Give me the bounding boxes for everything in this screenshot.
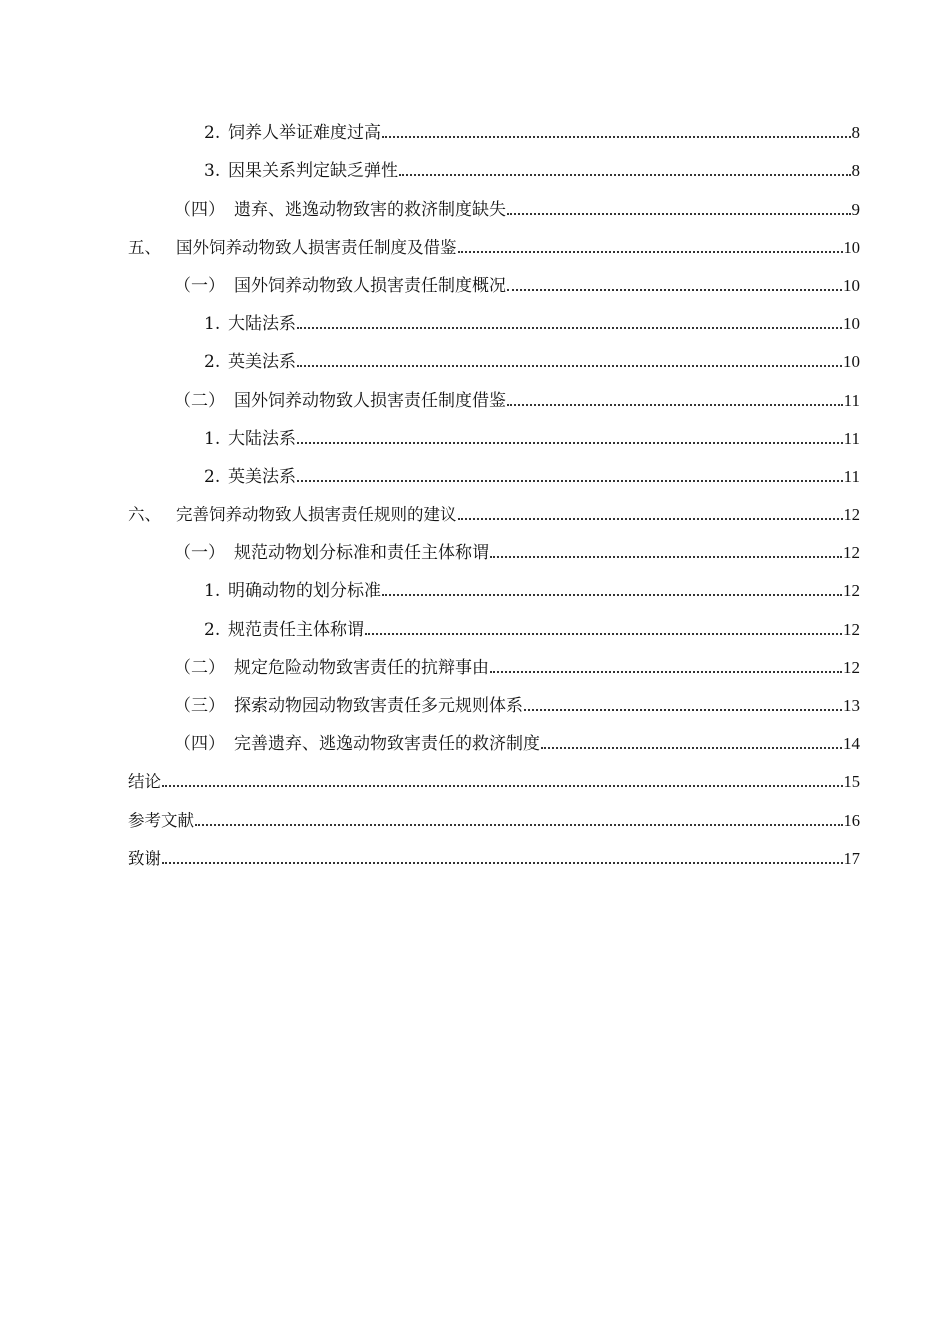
toc-entry-number: 2. bbox=[204, 352, 221, 373]
toc-entry-page-number: 12 bbox=[843, 581, 860, 601]
toc-entry-number: （四） bbox=[174, 199, 225, 220]
dot-leader bbox=[507, 404, 843, 406]
dot-leader bbox=[297, 442, 843, 444]
dot-leader bbox=[458, 518, 843, 520]
dot-leader bbox=[541, 747, 842, 749]
toc-entry[interactable] bbox=[128, 719, 860, 757]
dot-leader bbox=[297, 327, 842, 329]
toc-entry-title: 完善遗弃、逃逸动物致害责任的救济制度 bbox=[234, 734, 540, 755]
toc-entry-page-number: 10 bbox=[843, 275, 860, 295]
toc-entry-number: 1. bbox=[204, 428, 221, 449]
toc-entry-title: 英美法系 bbox=[228, 352, 296, 373]
toc-entry[interactable] bbox=[128, 337, 860, 375]
toc-entry-title: 遗弃、逃逸动物致害的救济制度缺失 bbox=[234, 199, 506, 220]
toc-entry[interactable] bbox=[128, 604, 860, 642]
toc-entry-page-number: 11 bbox=[843, 428, 860, 448]
toc-entry-page-number: 15 bbox=[843, 772, 860, 792]
toc-entry-page-number: 12 bbox=[843, 505, 860, 525]
toc-entry-page-number: 11 bbox=[843, 466, 860, 486]
toc-entry-title: 完善饲养动物致人损害责任规则的建议 bbox=[176, 505, 457, 525]
toc-entry-title: 结论 bbox=[128, 772, 161, 792]
toc-entry-number: （二） bbox=[174, 657, 225, 678]
toc-entry-title: 英美法系 bbox=[228, 466, 296, 487]
toc-entry[interactable] bbox=[128, 566, 860, 604]
toc-entry-title: 大陆法系 bbox=[228, 428, 296, 449]
toc-entry-number: 六、 bbox=[128, 505, 161, 525]
toc-entry-number: （三） bbox=[174, 696, 225, 716]
toc-entry-title: 国外饲养动物致人损害责任制度借鉴 bbox=[234, 390, 506, 411]
toc-entry-page-number: 17 bbox=[843, 848, 860, 868]
toc-entry[interactable] bbox=[128, 834, 860, 872]
toc-entry-page-number: 10 bbox=[843, 314, 860, 334]
dot-leader bbox=[382, 136, 851, 138]
toc-entry-title: 饲养人举证难度过高 bbox=[228, 123, 381, 144]
toc-entry-number: （四） bbox=[174, 734, 225, 755]
toc-entry[interactable] bbox=[128, 414, 860, 452]
toc-entry[interactable] bbox=[128, 184, 860, 222]
dot-leader bbox=[399, 174, 851, 176]
dot-leader bbox=[490, 671, 842, 673]
toc-entry[interactable] bbox=[128, 223, 860, 261]
toc-entry-page-number: 12 bbox=[843, 619, 860, 639]
toc-entry-number: 2. bbox=[204, 466, 221, 487]
toc-entry-title: 国外饲养动物致人损害责任制度概况 bbox=[234, 275, 506, 296]
toc-entry[interactable] bbox=[128, 795, 860, 833]
toc-entry[interactable] bbox=[128, 375, 860, 413]
toc-entry[interactable] bbox=[128, 299, 860, 337]
toc-entry-title: 规范动物划分标准和责任主体称谓 bbox=[234, 543, 489, 564]
toc-entry-page-number: 12 bbox=[843, 657, 860, 677]
toc-entry-number: （一） bbox=[174, 543, 225, 564]
toc-entry-number: 五、 bbox=[128, 237, 161, 257]
toc-entry-page-number: 8 bbox=[851, 161, 860, 181]
dot-leader bbox=[162, 785, 843, 787]
toc-entry-title: 参考文献 bbox=[128, 810, 194, 830]
toc-entry[interactable] bbox=[128, 490, 860, 528]
toc-entry-number: 1. bbox=[204, 581, 221, 602]
toc-entry-number: 2. bbox=[204, 123, 221, 144]
toc-entry-number: （二） bbox=[174, 390, 225, 411]
toc-entry-title: 致谢 bbox=[128, 848, 161, 868]
toc-entry[interactable] bbox=[128, 643, 860, 681]
toc-entry-title: 规定危险动物致害责任的抗辩事由 bbox=[234, 657, 489, 678]
toc-entry-title: 国外饲养动物致人损害责任制度及借鉴 bbox=[176, 237, 457, 257]
dot-leader bbox=[297, 480, 843, 482]
toc-entry-page-number: 11 bbox=[843, 390, 860, 410]
dot-leader bbox=[365, 633, 842, 635]
toc-entry[interactable] bbox=[128, 146, 860, 184]
toc-entry-title: 规范责任主体称谓 bbox=[228, 619, 364, 640]
toc-entry-page-number: 8 bbox=[851, 123, 860, 143]
toc-entry-number: 1. bbox=[204, 314, 221, 335]
toc-entry-number: 2. bbox=[204, 619, 221, 640]
toc-entry[interactable] bbox=[128, 528, 860, 566]
toc-entry[interactable] bbox=[128, 681, 860, 719]
dot-leader bbox=[524, 709, 842, 711]
dot-leader bbox=[458, 251, 843, 253]
toc-entry-page-number: 9 bbox=[851, 199, 860, 219]
toc-entry[interactable] bbox=[128, 108, 860, 146]
dot-leader bbox=[382, 594, 842, 596]
toc-entry-title: 因果关系判定缺乏弹性 bbox=[228, 161, 398, 182]
toc-entry-number: （一） bbox=[174, 275, 225, 296]
toc-entry-title: 明确动物的划分标准 bbox=[228, 581, 381, 602]
dot-leader bbox=[162, 862, 843, 864]
toc-entry[interactable] bbox=[128, 261, 860, 299]
dot-leader bbox=[490, 556, 842, 558]
toc-entry-number: 3. bbox=[204, 161, 221, 182]
dot-leader bbox=[507, 289, 842, 291]
toc-entry-title: 大陆法系 bbox=[228, 314, 296, 335]
toc-entry-page-number: 10 bbox=[843, 237, 860, 257]
toc-entry-page-number: 16 bbox=[843, 810, 860, 830]
dot-leader bbox=[195, 824, 843, 826]
toc-entry[interactable] bbox=[128, 757, 860, 795]
toc-entry[interactable] bbox=[128, 452, 860, 490]
toc-entry-page-number: 10 bbox=[843, 352, 860, 372]
dot-leader bbox=[297, 365, 842, 367]
toc-entry-page-number: 13 bbox=[843, 696, 860, 715]
toc-entry-page-number: 12 bbox=[843, 543, 860, 563]
toc-entry-page-number: 14 bbox=[843, 734, 860, 754]
table-of-contents bbox=[128, 108, 860, 872]
dot-leader bbox=[507, 213, 851, 215]
toc-entry-title: 探索动物园动物致害责任多元规则体系 bbox=[234, 696, 523, 716]
